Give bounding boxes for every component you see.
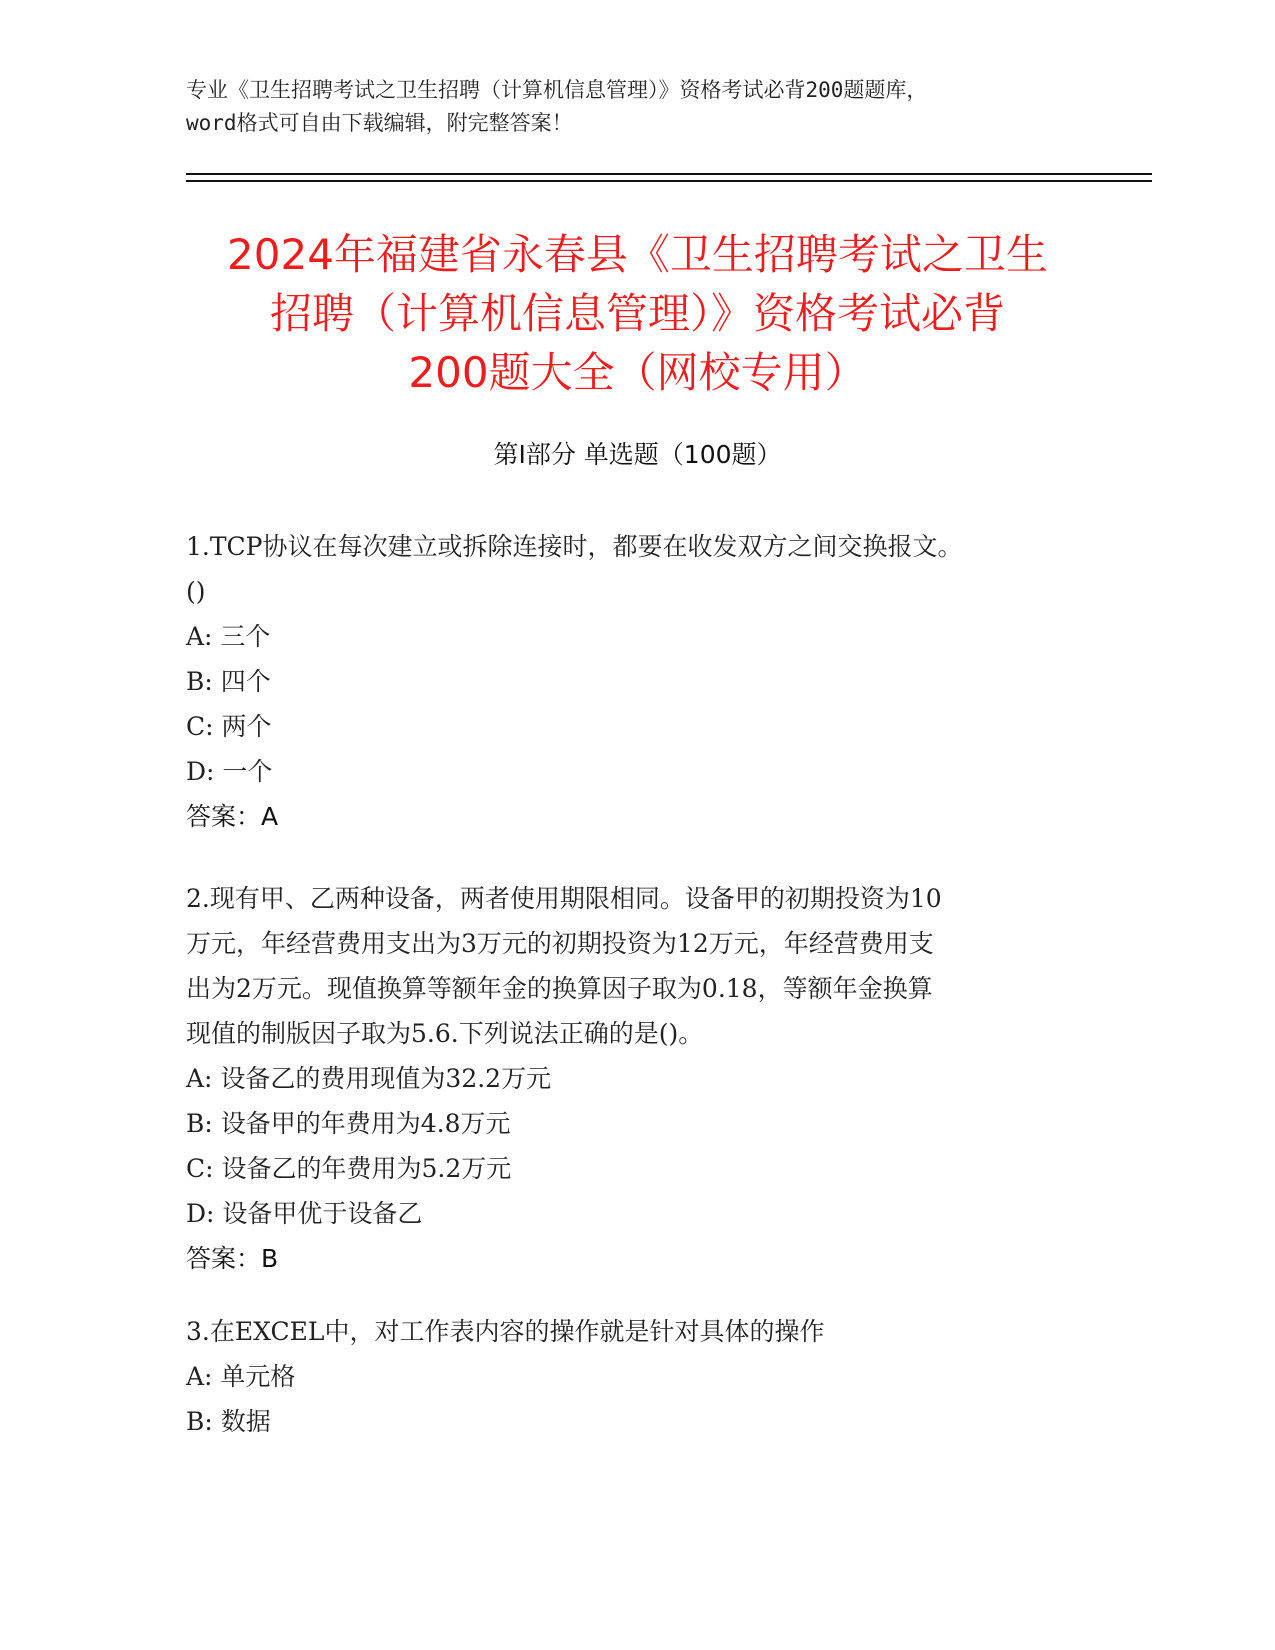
question-3	[186, 1309, 1086, 1444]
section-title: 第Ⅰ部分 单选题（100题）	[493, 440, 782, 469]
question-2	[186, 876, 1086, 1281]
document-title-line-2: 招聘（计算机信息管理）》资格考试必背	[269, 289, 1005, 338]
question-2-stem-line: 现值的制版因子取为5.6.下列说法正确的是()。	[186, 1019, 704, 1048]
question-1-option-d: D: 一个	[186, 757, 273, 786]
question-1-option-a: A: 三个	[186, 622, 271, 651]
question-3-option-b: B: 数据	[186, 1407, 271, 1436]
question-2-stem-line: 2.现有甲、乙两种设备，两者使用期限相同。设备甲的初期投资为10	[186, 884, 942, 913]
document-title-line-3: 200题大全（网校专用）	[408, 348, 867, 397]
header-note-line-2: word格式可自由下载编辑，附完整答案！	[186, 111, 573, 135]
header-rule-bottom	[186, 180, 1152, 182]
header-note-line-1: 专业《卫生招聘考试之卫生招聘（计算机信息管理）》资格考试必背200题题库，	[186, 78, 928, 102]
header-note	[186, 74, 1086, 140]
question-2-stem-line: 出为2万元。现值换算等额年金的换算因子取为0.18，等额年金换算	[186, 974, 933, 1003]
question-2-option-b: B: 设备甲的年费用为4.8万元	[186, 1109, 511, 1138]
question-1	[186, 524, 1086, 839]
header-rule-top	[186, 173, 1152, 175]
question-2-stem-line: 万元，年经营费用支出为3万元的初期投资为12万元，年经营费用支	[186, 929, 934, 958]
question-2-answer: 答案：B	[186, 1244, 279, 1273]
question-1-stem-line: ()	[186, 577, 206, 606]
document-title-line-1: 2024年福建省永春县《卫生招聘考试之卫生	[227, 230, 1048, 279]
question-2-option-c: C: 设备乙的年费用为5.2万元	[186, 1154, 512, 1183]
question-3-stem-line: 3.在EXCEL中，对工作表内容的操作就是针对具体的操作	[186, 1317, 825, 1346]
question-1-stem-line: 1.TCP协议在每次建立或拆除连接时，都要在收发双方之间交换报文。	[186, 532, 963, 561]
document-title	[150, 225, 1125, 402]
question-2-option-d: D: 设备甲优于设备乙	[186, 1199, 423, 1228]
question-1-option-b: B: 四个	[186, 667, 271, 696]
question-2-option-a: A: 设备乙的费用现值为32.2万元	[186, 1064, 552, 1093]
question-3-option-a: A: 单元格	[186, 1362, 296, 1391]
question-1-answer: 答案：A	[186, 802, 279, 831]
question-1-option-c: C: 两个	[186, 712, 272, 741]
